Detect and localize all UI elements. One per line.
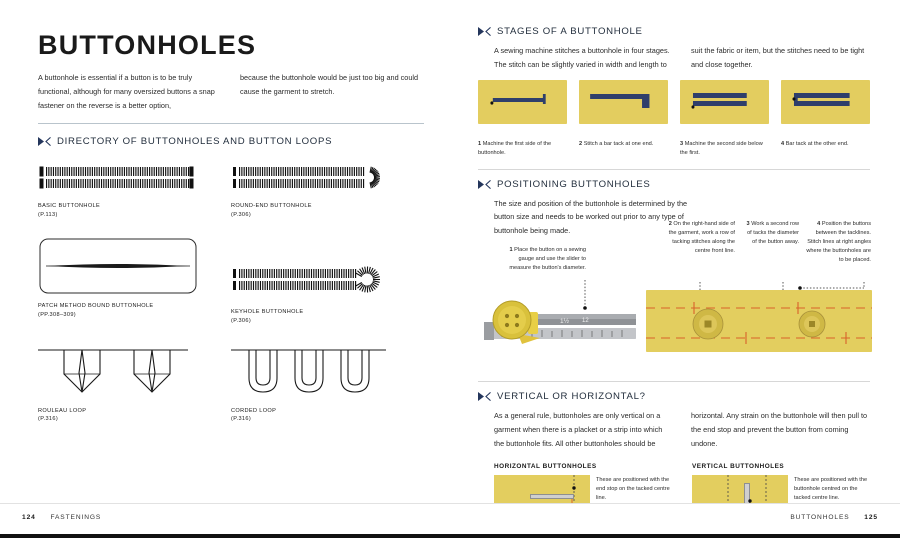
double-arrow-icon xyxy=(478,27,491,36)
vertical-horizontal-heading xyxy=(478,391,870,402)
positioning-divider xyxy=(478,381,870,382)
directory-item-patch-method-bound-buttonhole xyxy=(38,237,231,325)
stage-photo-2 xyxy=(579,80,668,124)
stages-intro xyxy=(478,44,870,72)
directory-item-name: KEYHOLE BUTTONHOLE xyxy=(231,309,304,316)
intro-column-2: because the buttonhole would be just too big and could cause the garment to stretch. xyxy=(240,73,419,96)
stage-text: Machine the second side below the first. xyxy=(680,140,763,156)
stage-item xyxy=(680,80,769,158)
stages-heading-label: STAGES OF A BUTTONHOLE xyxy=(497,26,643,37)
directory-item-ref: (PP.308–309) xyxy=(38,311,76,318)
directory-item-ref: (P.306) xyxy=(231,211,252,218)
stage-caption-4 xyxy=(781,140,870,149)
directory-heading-label: DIRECTORY OF BUTTONHOLES AND BUTTON LOOPS xyxy=(57,136,333,147)
photo-fabric-with-buttons xyxy=(646,290,872,352)
directory-item-name: ROUND-END BUTTONHOLE xyxy=(231,203,312,209)
directory-item-label xyxy=(231,308,414,325)
svg-text:12: 12 xyxy=(582,318,589,325)
positioning-heading-label: POSITIONING BUTTONHOLES xyxy=(497,178,651,190)
intro-paragraphs xyxy=(38,71,424,113)
callout-number: 3 xyxy=(746,221,750,228)
directory-item-label xyxy=(231,407,414,424)
stages-intro-col-1: A sewing machine stitches a buttonhole in four stages. The stitch can be slightly varied in width and length to xyxy=(494,46,670,69)
double-arrow-icon xyxy=(478,180,491,189)
directory-item-round-end-buttonhole xyxy=(231,161,424,219)
vh-intro-col-1: As a general rule, buttonholes are only vertical on a garment when there is a placket or a strip into which the buttonhole fits. All other buttonholes should be xyxy=(494,411,663,448)
positioning-intro: The size and position of the buttonhole is determined by the button size and needs to be worked out prior to any type of buttonhole being made. xyxy=(494,198,688,236)
stage-caption-3 xyxy=(680,140,769,158)
double-arrow-icon xyxy=(38,137,51,146)
directory-item-basic-buttonhole xyxy=(38,161,231,219)
positioning-figure-area xyxy=(478,221,871,370)
callout-number: 1 xyxy=(509,247,513,254)
directory-item-name: BASIC BUTTONHOLE xyxy=(38,203,101,209)
callout-number: 4 xyxy=(817,221,821,228)
horizontal-caption: These are positioned with the end stop on the tacked centre line. xyxy=(596,476,670,501)
right-footer-section: BUTTONHOLES xyxy=(790,514,850,521)
vertical-horizontal-heading-label: VERTICAL OR HORIZONTAL? xyxy=(497,391,646,403)
callout-text: Position the buttons between the tacklines. Stitch lines at right angles where the buttonholes are to be placed. xyxy=(806,221,871,264)
directory-grid xyxy=(38,161,424,424)
directory-item-label xyxy=(231,202,414,219)
stage-photo-4 xyxy=(781,80,870,124)
vertical-caption: These are positioned with the buttonhole centred on the tacked centre line. xyxy=(794,476,868,501)
directory-item-name: CORDED LOOP xyxy=(231,407,277,414)
directory-item-keyhole-buttonhole xyxy=(231,237,424,325)
stage-text: Bar tack at the other end. xyxy=(785,140,849,147)
svg-text:1½: 1½ xyxy=(560,318,570,326)
horizontal-subhead: HORIZONTAL BUTTONHOLES xyxy=(494,462,597,470)
directory-heading xyxy=(38,136,424,147)
intro-column-1: A buttonhole is essential if a button is to be truly functional, although for many oversized buttons a snap fastener on the reverse is a better option, xyxy=(38,73,215,110)
page-title: BUTTONHOLES xyxy=(38,30,257,60)
figure-keyhole-buttonhole xyxy=(231,237,414,301)
stages-photo-strip xyxy=(478,80,870,158)
right-page-number: 125 xyxy=(864,514,878,521)
bottom-black-bar xyxy=(0,534,900,538)
directory-row xyxy=(38,161,424,219)
title-divider xyxy=(38,123,424,124)
double-arrow-icon xyxy=(478,392,491,401)
stages-heading xyxy=(478,26,870,37)
directory-item-ref: (P.113) xyxy=(38,211,58,218)
directory-item-corded-loop xyxy=(231,342,424,424)
stages-intro-col-2: suit the fabric or item, but the stitches need to be tight and close together. xyxy=(691,46,865,69)
callout-text: On the right-hand side of the garment, work a row of tacking stitches along the centre front line. xyxy=(668,221,735,255)
right-page xyxy=(450,0,900,538)
stage-item xyxy=(781,80,870,158)
figure-corded-loop xyxy=(231,342,414,400)
stage-item xyxy=(478,80,567,158)
directory-item-label xyxy=(38,302,221,319)
directory-item-name: ROULEAU LOOP xyxy=(38,407,87,414)
stage-text: Machine the first side of the buttonhole. xyxy=(478,140,552,156)
left-footer-section: FASTENINGS xyxy=(50,514,102,521)
stage-number: 1 xyxy=(478,140,482,147)
vertical-subhead: VERTICAL BUTTONHOLES xyxy=(692,462,785,470)
directory-item-label xyxy=(38,407,221,424)
page-footer xyxy=(0,503,900,538)
figure-rouleau-loop xyxy=(38,342,221,400)
figure-patch-method-bound-buttonhole xyxy=(38,237,221,295)
stage-photo-3 xyxy=(680,80,769,124)
stage-item xyxy=(579,80,668,158)
positioning-heading xyxy=(478,179,870,190)
vertical-horizontal-intro xyxy=(478,409,870,451)
footer-right xyxy=(790,514,878,521)
directory-row xyxy=(38,237,424,325)
stage-number: 2 xyxy=(579,140,583,147)
directory-item-name: PATCH METHOD BOUND BUTTONHOLE xyxy=(38,303,154,310)
callout-text: Work a second row of tacks the diameter of the button away. xyxy=(747,221,799,246)
figure-basic-buttonhole xyxy=(38,161,221,195)
stage-number: 3 xyxy=(680,140,684,147)
stage-photo-1 xyxy=(478,80,567,124)
photo-sewing-gauge-with-button xyxy=(478,292,638,348)
footer-left xyxy=(22,514,101,521)
directory-item-ref: (P.316) xyxy=(231,416,252,423)
callout-text: Place the button on a sewing gauge and use the slider to measure the button's diameter. xyxy=(509,247,586,272)
left-page-number: 124 xyxy=(22,514,36,521)
stages-divider xyxy=(478,169,870,170)
callout-number: 2 xyxy=(668,221,672,228)
directory-item-ref: (P.316) xyxy=(38,416,59,423)
stage-text: Stitch a bar tack at one end. xyxy=(583,140,654,147)
figure-round-end-buttonhole xyxy=(231,161,414,195)
directory-item-ref: (P.306) xyxy=(231,317,252,324)
directory-item-label xyxy=(38,202,221,219)
directory-row xyxy=(38,342,424,424)
vh-intro-col-2: horizontal. Any strain on the buttonhole will then pull to the end stop and prevent the button from coming undone. xyxy=(691,411,868,448)
stage-caption-2 xyxy=(579,140,668,149)
directory-item-rouleau-loop xyxy=(38,342,231,424)
stage-number: 4 xyxy=(781,140,785,147)
stage-caption-1 xyxy=(478,140,567,158)
